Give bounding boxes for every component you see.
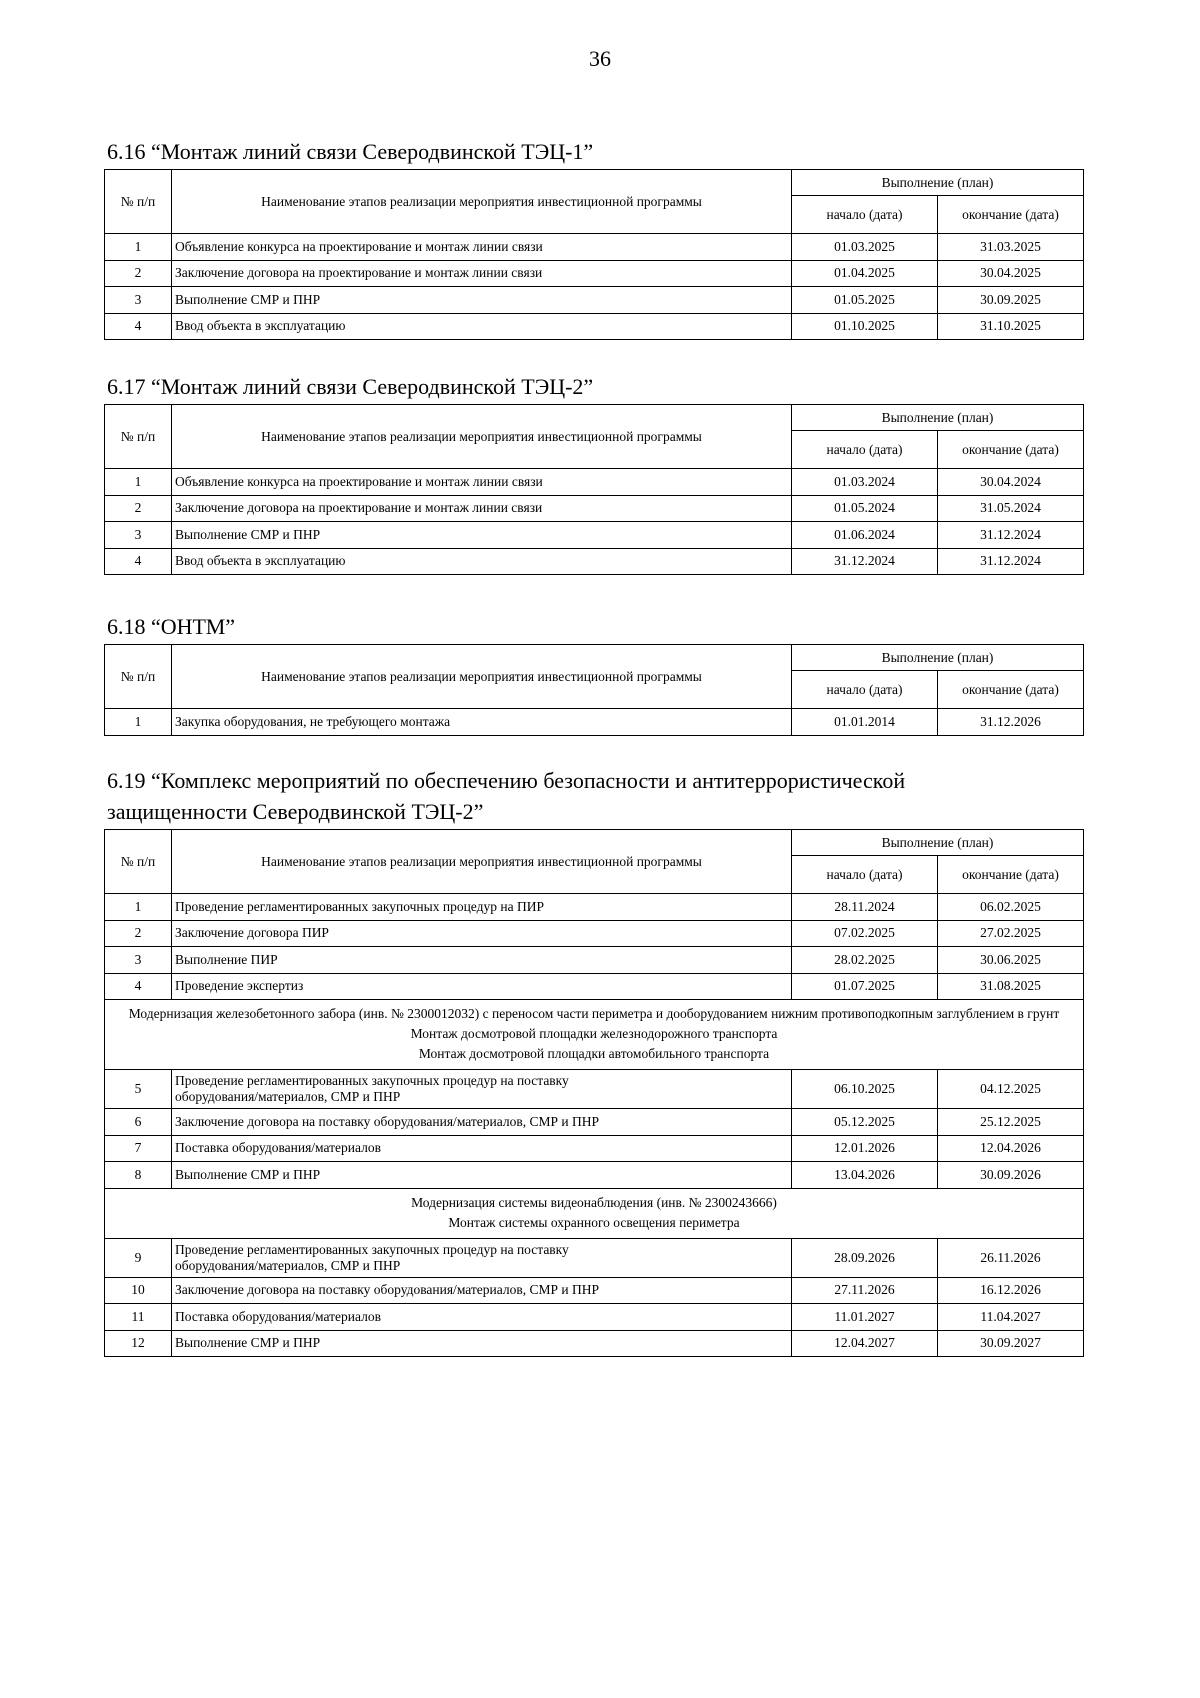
col-header-end: окончание (дата) bbox=[938, 196, 1084, 234]
start-date: 13.04.2026 bbox=[792, 1162, 938, 1189]
start-date: 28.02.2025 bbox=[792, 947, 938, 974]
row-number: 9 bbox=[105, 1238, 172, 1277]
stage-name: Заключение договора ПИР bbox=[172, 920, 792, 947]
col-header-start: начало (дата) bbox=[792, 196, 938, 234]
end-date: 30.04.2025 bbox=[938, 260, 1084, 287]
col-header-num: № п/п bbox=[105, 405, 172, 469]
row-number: 2 bbox=[105, 495, 172, 522]
section-title-line: защищенности Северодвинской ТЭЦ-2” bbox=[107, 799, 484, 824]
stage-name-line: Проведение регламентированных закупочных процедур на поставку bbox=[175, 1073, 569, 1088]
col-header-start: начало (дата) bbox=[792, 431, 938, 469]
table-row bbox=[105, 469, 1084, 496]
end-date: 31.10.2025 bbox=[938, 313, 1084, 340]
end-date: 27.02.2025 bbox=[938, 920, 1084, 947]
end-date: 31.03.2025 bbox=[938, 234, 1084, 261]
stage-name: Выполнение СМР и ПНР bbox=[172, 1330, 792, 1357]
start-date: 01.03.2024 bbox=[792, 469, 938, 496]
table-row bbox=[105, 260, 1084, 287]
page-number: 36 bbox=[589, 46, 611, 71]
stage-name bbox=[172, 1238, 792, 1277]
table-row bbox=[105, 234, 1084, 261]
end-date: 31.12.2024 bbox=[938, 522, 1084, 549]
start-date: 01.06.2024 bbox=[792, 522, 938, 549]
table-row bbox=[105, 522, 1084, 549]
row-number: 2 bbox=[105, 920, 172, 947]
stage-name: Выполнение СМР и ПНР bbox=[172, 1162, 792, 1189]
row-number: 3 bbox=[105, 947, 172, 974]
start-date: 01.10.2025 bbox=[792, 313, 938, 340]
stage-name: Заключение договора на поставку оборудования/материалов, СМР и ПНР bbox=[172, 1277, 792, 1304]
subsection-row bbox=[105, 1188, 1084, 1238]
start-date: 01.05.2025 bbox=[792, 287, 938, 314]
col-header-start: начало (дата) bbox=[792, 856, 938, 894]
row-number: 7 bbox=[105, 1135, 172, 1162]
stage-name: Выполнение ПИР bbox=[172, 947, 792, 974]
subsection-heading bbox=[105, 1000, 1084, 1070]
col-header-end: окончание (дата) bbox=[938, 431, 1084, 469]
col-header-stage: Наименование этапов реализации мероприятия инвестиционной программы bbox=[172, 405, 792, 469]
end-date: 16.12.2026 bbox=[938, 1277, 1084, 1304]
stage-name: Объявление конкурса на проектирование и монтаж линии связи bbox=[172, 234, 792, 261]
schedule-table bbox=[104, 829, 1084, 1357]
table-row bbox=[105, 973, 1084, 1000]
end-date: 06.02.2025 bbox=[938, 894, 1084, 921]
start-date: 12.01.2026 bbox=[792, 1135, 938, 1162]
row-number: 3 bbox=[105, 522, 172, 549]
row-number: 2 bbox=[105, 260, 172, 287]
table-row bbox=[105, 1135, 1084, 1162]
start-date: 01.05.2024 bbox=[792, 495, 938, 522]
start-date: 28.09.2026 bbox=[792, 1238, 938, 1277]
subsection-heading bbox=[105, 1188, 1084, 1238]
col-header-end: окончание (дата) bbox=[938, 671, 1084, 709]
end-date: 30.09.2026 bbox=[938, 1162, 1084, 1189]
end-date: 31.08.2025 bbox=[938, 973, 1084, 1000]
subsection-line: Монтаж досмотровой площадки железнодорожного транспорта bbox=[410, 1026, 778, 1041]
table-row bbox=[105, 709, 1084, 736]
row-number: 8 bbox=[105, 1162, 172, 1189]
start-date: 05.12.2025 bbox=[792, 1109, 938, 1136]
table-row bbox=[105, 894, 1084, 921]
col-header-stage: Наименование этапов реализации мероприятия инвестиционной программы bbox=[172, 170, 792, 234]
section-title-line: 6.19 “Комплекс мероприятий по обеспечению безопасности и антитеррористической bbox=[107, 768, 906, 793]
col-header-plan: Выполнение (план) bbox=[792, 405, 1084, 431]
col-header-plan: Выполнение (план) bbox=[792, 645, 1084, 671]
section-title: 6.18 “ОНТМ” bbox=[107, 614, 236, 639]
stage-name-line: Проведение регламентированных закупочных процедур на поставку bbox=[175, 1241, 569, 1257]
stage-name: Заключение договора на проектирование и монтаж линии связи bbox=[172, 260, 792, 287]
table-row bbox=[105, 313, 1084, 340]
end-date: 30.04.2024 bbox=[938, 469, 1084, 496]
schedule-table bbox=[104, 169, 1084, 340]
table-row bbox=[105, 287, 1084, 314]
end-date: 31.12.2026 bbox=[938, 709, 1084, 736]
section-6-19 bbox=[104, 765, 1084, 1357]
section-title bbox=[107, 765, 1084, 827]
end-date: 31.05.2024 bbox=[938, 495, 1084, 522]
section-6-18 bbox=[104, 611, 1084, 736]
table-row bbox=[105, 947, 1084, 974]
start-date: 01.07.2025 bbox=[792, 973, 938, 1000]
row-number: 4 bbox=[105, 973, 172, 1000]
stage-name: Закупка оборудования, не требующего монтажа bbox=[172, 709, 792, 736]
table-row bbox=[105, 1238, 1084, 1277]
col-header-start: начало (дата) bbox=[792, 671, 938, 709]
subsection-line: Монтаж системы охранного освещения периметра bbox=[448, 1214, 740, 1230]
section-title: 6.17 “Монтаж линий связи Северодвинской ТЭЦ-2” bbox=[107, 374, 594, 399]
stage-name-line: оборудования/материалов, СМР и ПНР bbox=[175, 1257, 401, 1273]
end-date: 30.09.2027 bbox=[938, 1330, 1084, 1357]
start-date: 01.01.2014 bbox=[792, 709, 938, 736]
table-row bbox=[105, 1277, 1084, 1304]
start-date: 28.11.2024 bbox=[792, 894, 938, 921]
col-header-stage: Наименование этапов реализации мероприятия инвестиционной программы bbox=[172, 830, 792, 894]
end-date: 30.06.2025 bbox=[938, 947, 1084, 974]
stage-name: Выполнение СМР и ПНР bbox=[172, 522, 792, 549]
end-date: 11.04.2027 bbox=[938, 1304, 1084, 1331]
col-header-plan: Выполнение (план) bbox=[792, 170, 1084, 196]
table-row bbox=[105, 1109, 1084, 1136]
section-6-17 bbox=[104, 371, 1084, 575]
start-date: 06.10.2025 bbox=[792, 1070, 938, 1109]
col-header-plan: Выполнение (план) bbox=[792, 830, 1084, 856]
stage-name: Объявление конкурса на проектирование и монтаж линии связи bbox=[172, 469, 792, 496]
row-number: 12 bbox=[105, 1330, 172, 1357]
end-date: 12.04.2026 bbox=[938, 1135, 1084, 1162]
table-row bbox=[105, 1070, 1084, 1109]
schedule-table bbox=[104, 404, 1084, 575]
col-header-num: № п/п bbox=[105, 645, 172, 709]
start-date: 01.04.2025 bbox=[792, 260, 938, 287]
table-row bbox=[105, 495, 1084, 522]
subsection-line: Монтаж досмотровой площадки автомобильного транспорта bbox=[418, 1046, 770, 1061]
row-number: 6 bbox=[105, 1109, 172, 1136]
table-row bbox=[105, 1304, 1084, 1331]
col-header-num: № п/п bbox=[105, 830, 172, 894]
stage-name: Поставка оборудования/материалов bbox=[172, 1304, 792, 1331]
subsection-line: Модернизация железобетонного забора (инв. № 2300012032) с переносом части периметра и дооборудованием нижним противоподкопным заглублением в грунт bbox=[128, 1006, 1060, 1021]
stage-name: Заключение договора на проектирование и монтаж линии связи bbox=[172, 495, 792, 522]
row-number: 1 bbox=[105, 709, 172, 736]
table-row bbox=[105, 1162, 1084, 1189]
row-number: 3 bbox=[105, 287, 172, 314]
section-6-16 bbox=[104, 136, 1084, 340]
stage-name: Заключение договора на поставку оборудования/материалов, СМР и ПНР bbox=[172, 1109, 792, 1136]
table-row bbox=[105, 1330, 1084, 1357]
start-date: 27.11.2026 bbox=[792, 1277, 938, 1304]
col-header-end: окончание (дата) bbox=[938, 856, 1084, 894]
row-number: 11 bbox=[105, 1304, 172, 1331]
col-header-stage: Наименование этапов реализации мероприятия инвестиционной программы bbox=[172, 645, 792, 709]
row-number: 4 bbox=[105, 313, 172, 340]
stage-name: Поставка оборудования/материалов bbox=[172, 1135, 792, 1162]
table-row bbox=[105, 920, 1084, 947]
col-header-num: № п/п bbox=[105, 170, 172, 234]
table-row bbox=[105, 548, 1084, 575]
row-number: 1 bbox=[105, 894, 172, 921]
row-number: 4 bbox=[105, 548, 172, 575]
stage-name: Ввод объекта в эксплуатацию bbox=[172, 313, 792, 340]
stage-name: Выполнение СМР и ПНР bbox=[172, 287, 792, 314]
row-number: 1 bbox=[105, 469, 172, 496]
end-date: 31.12.2024 bbox=[938, 548, 1084, 575]
subsection-row bbox=[105, 1000, 1084, 1070]
start-date: 01.03.2025 bbox=[792, 234, 938, 261]
stage-name bbox=[172, 1070, 792, 1109]
section-title: 6.16 “Монтаж линий связи Северодвинской ТЭЦ-1” bbox=[107, 139, 594, 164]
row-number: 1 bbox=[105, 234, 172, 261]
row-number: 10 bbox=[105, 1277, 172, 1304]
stage-name: Ввод объекта в эксплуатацию bbox=[172, 548, 792, 575]
start-date: 12.04.2027 bbox=[792, 1330, 938, 1357]
end-date: 04.12.2025 bbox=[938, 1070, 1084, 1109]
stage-name-line: оборудования/материалов, СМР и ПНР bbox=[175, 1089, 401, 1104]
schedule-table bbox=[104, 644, 1084, 736]
stage-name: Проведение экспертиз bbox=[172, 973, 792, 1000]
end-date: 25.12.2025 bbox=[938, 1109, 1084, 1136]
row-number: 5 bbox=[105, 1070, 172, 1109]
stage-name: Проведение регламентированных закупочных процедур на ПИР bbox=[172, 894, 792, 921]
end-date: 30.09.2025 bbox=[938, 287, 1084, 314]
start-date: 07.02.2025 bbox=[792, 920, 938, 947]
start-date: 11.01.2027 bbox=[792, 1304, 938, 1331]
subsection-line: Модернизация системы видеонаблюдения (инв. № 2300243666) bbox=[411, 1194, 777, 1210]
end-date: 26.11.2026 bbox=[938, 1238, 1084, 1277]
start-date: 31.12.2024 bbox=[792, 548, 938, 575]
